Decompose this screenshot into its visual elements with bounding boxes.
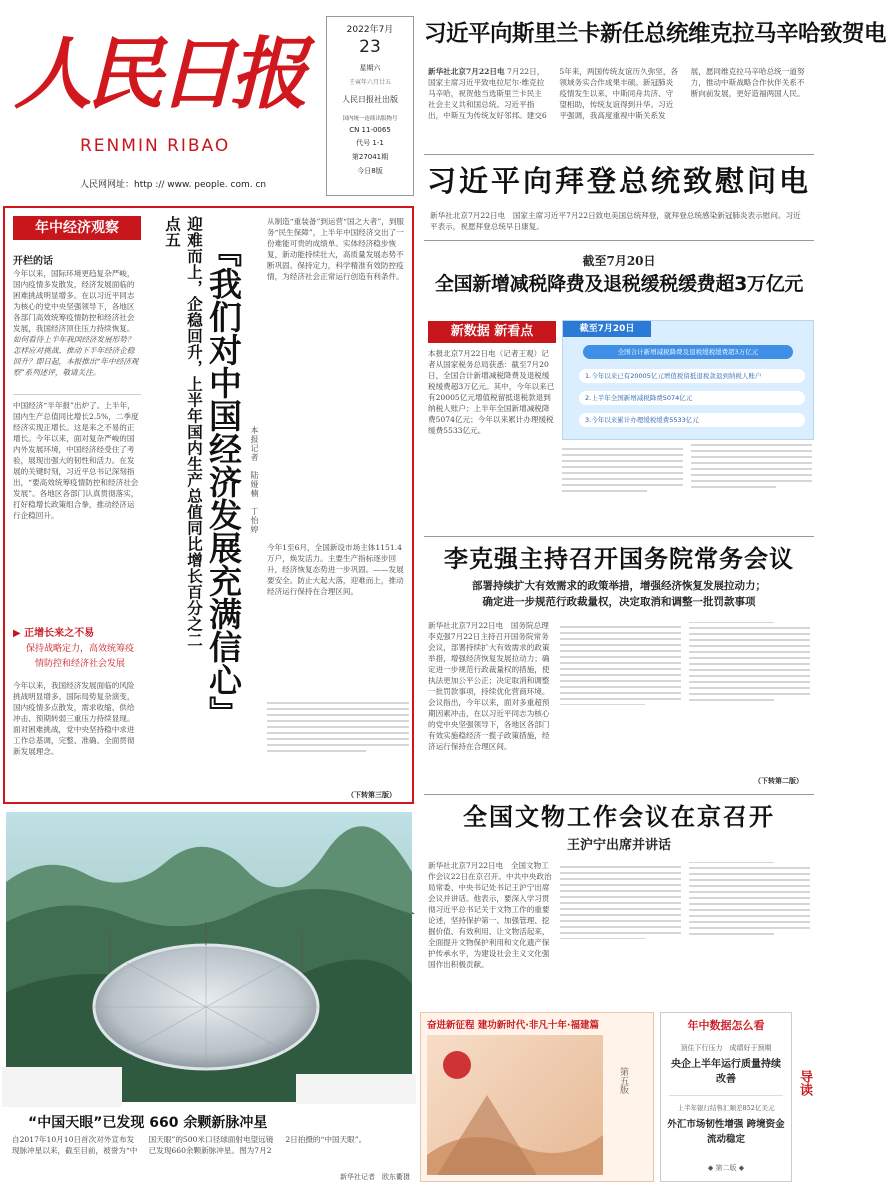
promo-left[interactable] <box>420 1012 654 1182</box>
promo-right[interactable] <box>660 1012 792 1182</box>
photo-credit: 新华社记者 欧东衢摄 <box>340 1173 410 1181</box>
publisher: 人民日报社出版 <box>342 95 398 104</box>
masthead-title-pinyin: RENMIN RIBAO <box>80 136 231 156</box>
state-council-headline[interactable]: 李克强主持召开国务院常务会议 <box>444 545 794 573</box>
masthead-website[interactable]: 人民网网址：http :// www. people. com. cn <box>80 180 267 190</box>
column-byline: 本报记者 陆娅楠 丁怡婷 <box>250 426 259 534</box>
promo-page-link[interactable] <box>661 1163 791 1173</box>
subhead-quote: 保持战略定力，高效统筹疫情防控和经济社会发展 <box>25 644 134 669</box>
masthead-title-cn: 人民日报 <box>14 29 303 120</box>
state-council-subhead-1: 部署持续扩大有效需求的政策举措，增强经济恢复发展拉动力； <box>472 580 766 592</box>
badge-label: 新数据 新看点 <box>450 324 534 339</box>
infographic-item <box>579 391 805 405</box>
column-body-left: 中国经济“半年报”出炉了。上半年，国内生产总值同比增长2.5%，二季度经济实现正增长。这是来之不易的正增长。今年以来，面对复杂严峻的国内外发展环境，中国经济经受住了考验，展现出强大的韧性和活力。在发展的关键时刻，习近平总书记深刻指出，“要高效统筹疫情防控和经济社会发展”。各地区各部门认真贯彻落实，打好稳增长政策组合拳，推动经济运行企稳回升。 <box>13 401 139 520</box>
infographic-item-text: 3.今年以来累计办理缓税缓费5533亿元 <box>585 416 699 424</box>
dai-hao: 代号 1-1 <box>356 139 384 147</box>
divider <box>424 154 814 155</box>
second-story <box>424 156 814 240</box>
cultural-relics-story <box>424 798 814 1010</box>
column-headline[interactable]: 迎难而上，企稳回升，上半年国内生产总值同比增长百分之二点五 <box>163 216 203 648</box>
date-day: 23 <box>359 37 381 57</box>
lead-body <box>428 66 812 152</box>
column-body-right-3 <box>267 698 409 788</box>
subhead-icon: ▶ <box>13 628 25 639</box>
infographic-subtitle <box>583 345 793 359</box>
column-label-text: 年中经济观察 <box>35 220 119 236</box>
promo-item-kicker: 顶住下行压力 成绩好于预期 <box>680 1044 772 1052</box>
econ-column <box>3 206 414 804</box>
promo-right-title <box>661 1017 791 1033</box>
tax-infographic <box>562 320 814 440</box>
diamond-icon: ◆ <box>707 1164 716 1172</box>
promo-item-title[interactable]: 央企上半年运行质量持续改善 <box>671 1059 781 1085</box>
second-headline[interactable]: 习近平向拜登总统致慰问电 <box>426 164 811 198</box>
state-council-body-2 <box>560 622 810 772</box>
divider <box>13 394 141 395</box>
divider <box>424 240 814 241</box>
cn-code: CN 11-0065 <box>349 126 391 134</box>
photo-caption: 自2017年10月10日首次对外宣布发现脉冲星以来，截至目前，被誉为“中国天眼”的500米口径球面射电望远镜已发现660余颗新脉冲星。图为7月22日拍摄的“中国天眼”。 <box>12 1135 367 1155</box>
column-main-title[interactable]: 『我们对中国经济发展充满信心』 <box>204 234 243 729</box>
column-body-right-2: 今年1至6月，全国新设市场主体1151.4万户，焕发活力。主要生产指标逐步回升，经济恢复态势进一步巩固。——发展要安全。防止大起大落，迎难而上，推动经济运行保持在合理区间。 <box>267 543 404 596</box>
date-year-month: 2022年7月 <box>346 25 394 35</box>
state-council-story <box>424 540 814 790</box>
column-body-left-2: 今年以来，我国经济发展面临的风险挑战明显增多。国际局势复杂演变，国内疫情多点散发，需求收缩、供给冲击、预期转弱三重压力持续显现。面对困难挑战，党中央坚持稳中求进工作总基调，完整、准确、全面贯彻新发展理念。 <box>13 681 135 756</box>
weekday: 星期六 <box>359 64 381 72</box>
new-data-badge <box>428 321 556 343</box>
column-body-right: 从制造“重装备”到运营“国之大者”，到服务“民生保障”，上半年中国经济交出了一份难能可贵的成绩单。实体经济稳步恢复，新动能持续壮大，高质量发展态势不断巩固。保持定力，科学精准有效防控疫情，为经济社会正常运行创造有利条件。 <box>267 217 405 281</box>
fast-telescope-photo[interactable] <box>6 812 412 1102</box>
diamond-icon: ◆ <box>736 1164 745 1172</box>
state-council-continued[interactable]: （下转第二版） <box>754 776 803 785</box>
guide-label[interactable]: 导读 <box>797 1070 812 1096</box>
intro-title: 开栏的话 <box>13 256 53 267</box>
subhead <box>13 624 94 639</box>
telescope-image <box>6 812 412 1102</box>
intro-body: 今年以来，国际环境更趋复杂严峻，国内疫情多发散发，经济发展面临的困难挑战明显增多。在以习近平同志为核心的党中央坚强领导下，各地区各部门高效统筹疫情防控和经济社会发展，我国经济顶住压力持续恢复。 <box>13 269 135 333</box>
tax-headline[interactable]: 全国新增减税降费及退税缓税缓费超3万亿元 <box>434 273 804 295</box>
tax-kicker: 截至7月20日 <box>582 254 656 268</box>
infographic-item <box>579 413 805 427</box>
lead-story <box>424 14 886 152</box>
promo-left-tag[interactable]: 第五版 <box>618 1067 628 1094</box>
promo-right-title-text: 年中数据怎么看 <box>687 1019 765 1032</box>
infographic-item-text: 2.上半年全国新增减税降费5074亿元 <box>585 394 693 402</box>
state-council-body: 新华社北京7月22日电 国务院总理李克强7月22日主持召开国务院常务会议，部署持续扩大有效需求的政策举措，增强经济恢复发展拉动力；确定进一步规范行政裁量权的措施，使执法更加公平公正；决定取消和调整一批罚款事项，持续优化营商环境。会议指出，今年以来，面对多重超预期因素冲击，在以习近平同志为核心的党中央坚强领导下，各地区各部门有效实施稳经济一揽子政策措施，经济运行保持在合理区间。 <box>428 621 550 751</box>
date-box <box>326 16 414 196</box>
promo-left-image <box>427 1035 603 1175</box>
tax-story <box>424 244 814 534</box>
cultural-subhead: 王沪宁出席并讲话 <box>566 838 671 853</box>
promo-item-kicker: 上半年银行结售汇顺差852亿美元 <box>677 1104 775 1112</box>
subhead-text: 正增长来之不易 <box>24 628 95 639</box>
page-count: 今日8版 <box>357 167 383 175</box>
photo-caption-title: “中国天眼”已发现 660 余颗新脉冲星 <box>28 1115 268 1131</box>
issue-number: 第27041期 <box>351 153 389 161</box>
promo-item-title[interactable]: 外汇市场韧性增强 跨境资金流动稳定 <box>667 1119 785 1145</box>
divider <box>424 794 814 795</box>
intro-note: 如何看待上半年我国经济发展形势？怎样应对挑战、推动下半年经济企稳回升？即日起，本报推出“年中经济观察”系列述评，敬请关注。 <box>13 335 139 377</box>
divider <box>669 1095 783 1096</box>
column-label <box>13 216 141 240</box>
lunar-date: 壬寅年六月廿五 <box>348 79 391 86</box>
lead-body-text: 7月22日，国家主席习近平致电拉尼尔·维克拉马辛哈，祝贺他当选斯里兰卡民主社会主义共和国总统。习近平指出，中斯互为传统友好邻邦。建交65年来，两国传统友谊历久弥坚，各领域务实合作成果丰硕。新冠肺炎疫情发生以来，中斯同舟共济、守望相助，传统友谊得到升华。习近平强调，我高度重视中斯关系发展，愿同维克拉马辛哈总统一道努力，推动中斯战略合作伙伴关系不断向前发展，更好造福两国人民。 <box>428 67 805 120</box>
infographic-title: 截至7月20日 <box>563 321 651 337</box>
column-continued[interactable]: （下转第三版） <box>347 790 396 799</box>
infographic-item <box>579 369 805 383</box>
promo-left-title[interactable]: 奋进新征程 建功新时代·非凡十年·福建篇 <box>427 1020 600 1031</box>
infographic-subtitle-text: 全国合计新增减税降费及退税缓税缓费超3万亿元 <box>617 348 759 356</box>
masthead <box>0 0 420 200</box>
infographic-item-text: 1.今年以来已有20005亿元增值税留抵退税款退到纳税人账户 <box>585 372 762 380</box>
cn-label: 国内统一连续出版物号 <box>342 116 398 122</box>
cultural-headline[interactable]: 全国文物工作会议在京召开 <box>463 803 775 831</box>
divider <box>424 536 814 537</box>
cultural-body-2 <box>560 862 810 1002</box>
lead-dateline: 新华社北京7月22日电 <box>428 67 505 76</box>
state-council-subhead-2: 确定进一步规范行政裁量权，决定取消和调整一批罚款事项 <box>482 596 756 608</box>
second-body: 新华社北京7月22日电 国家主席习近平7月22日致电美国总统拜登，就拜登总统感染新冠肺炎表示慰问。习近平表示，祝愿拜登总统早日康复。 <box>430 211 801 231</box>
bottom-promo <box>420 1012 818 1182</box>
promo-page-text: 第二版 <box>715 1164 737 1172</box>
lead-headline[interactable]: 习近平向斯里兰卡新任总统维克拉马辛哈致贺电 <box>424 21 886 47</box>
tax-body-right <box>562 444 812 532</box>
promo-logo-image <box>427 1035 603 1175</box>
tax-body-left: 本报北京7月22日电（记者王观）记者从国家税务总局获悉：截至7月20日，全国合计新增减税降费及退税缓税缓费超3万亿元。其中，今年以来已有20005亿元增值税留抵退税款退到纳税人账户；上半年全国新增减税降费5074亿元；今年以来累计办理缓税缓费5533亿元。 <box>428 349 555 435</box>
cultural-body: 新华社北京7月22日电 全国文物工作会议22日在京召开。中共中央政治局常委、中央书记处书记王沪宁出席会议并讲话。他表示，要深入学习贯彻习近平总书记关于文物工作的重要论述，坚持保护第一、加强管理、挖掘价值、有效利用、让文物活起来，全面提升文物保护利用和文化遗产保护传承水平，为建设社会主义文化强国作出积极贡献。 <box>428 861 552 969</box>
